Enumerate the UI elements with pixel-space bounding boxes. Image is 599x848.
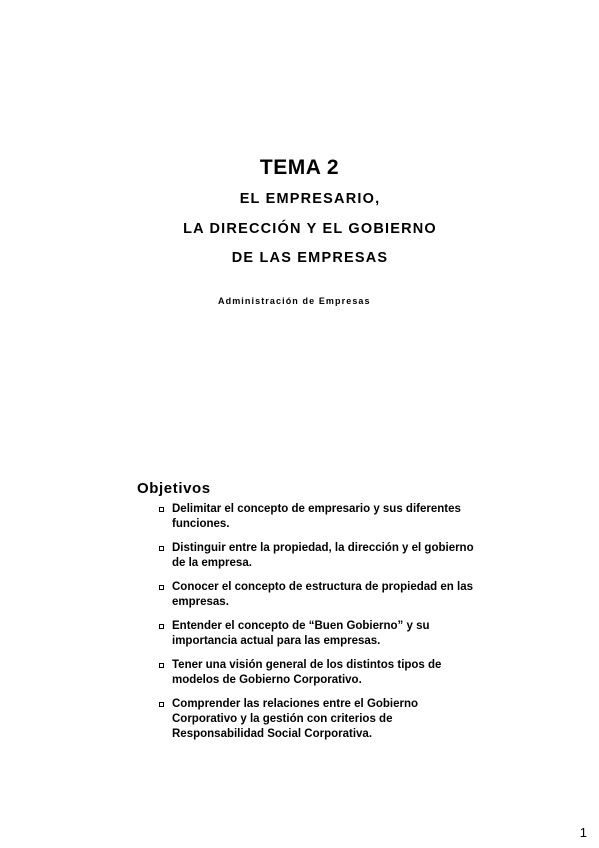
objective-item bbox=[158, 619, 478, 649]
objective-item bbox=[158, 658, 478, 688]
square-bullet-icon bbox=[159, 663, 164, 668]
subtitle-line-2: LA DIRECCIÓN Y EL GOBIERNO bbox=[183, 221, 437, 237]
title-slide bbox=[0, 0, 599, 420]
objective-item bbox=[158, 580, 478, 610]
objective-text: Comprender las relaciones entre el Gobierno Corporativo y la gestión con criterios de Responsabilidad Social Corporativa. bbox=[172, 698, 419, 740]
square-bullet-icon bbox=[159, 624, 164, 629]
subtitle-line-3: DE LAS EMPRESAS bbox=[231, 250, 389, 266]
square-bullet-icon bbox=[159, 585, 164, 590]
page-number: 1 bbox=[579, 825, 587, 840]
square-bullet-icon bbox=[159, 702, 164, 707]
objective-text: Delimitar el concepto de empresario y sus diferentes funciones. bbox=[172, 503, 461, 530]
objective-item bbox=[158, 502, 478, 532]
topic-title: TEMA 2 bbox=[259, 156, 340, 179]
subtitle-line-1: EL EMPRESARIO, bbox=[239, 191, 381, 207]
objective-text: Distinguir entre la propiedad, la dirección y el gobierno de la empresa. bbox=[172, 542, 474, 569]
objectives-heading: Objetivos bbox=[137, 480, 211, 497]
objective-item bbox=[158, 697, 478, 742]
objective-text: Tener una visión general de los distintos tipos de modelos de Gobierno Corporativo. bbox=[172, 659, 442, 686]
square-bullet-icon bbox=[159, 546, 164, 551]
objectives-list bbox=[158, 502, 478, 751]
objective-text: Entender el concepto de “Buen Gobierno” y su importancia actual para las empresas. bbox=[172, 620, 430, 647]
objectives-slide bbox=[0, 470, 599, 770]
square-bullet-icon bbox=[159, 507, 164, 512]
objective-item bbox=[158, 541, 478, 571]
objective-text: Conocer el concepto de estructura de propiedad en las empresas. bbox=[172, 581, 473, 608]
course-name: Administración de Empresas bbox=[218, 296, 371, 306]
